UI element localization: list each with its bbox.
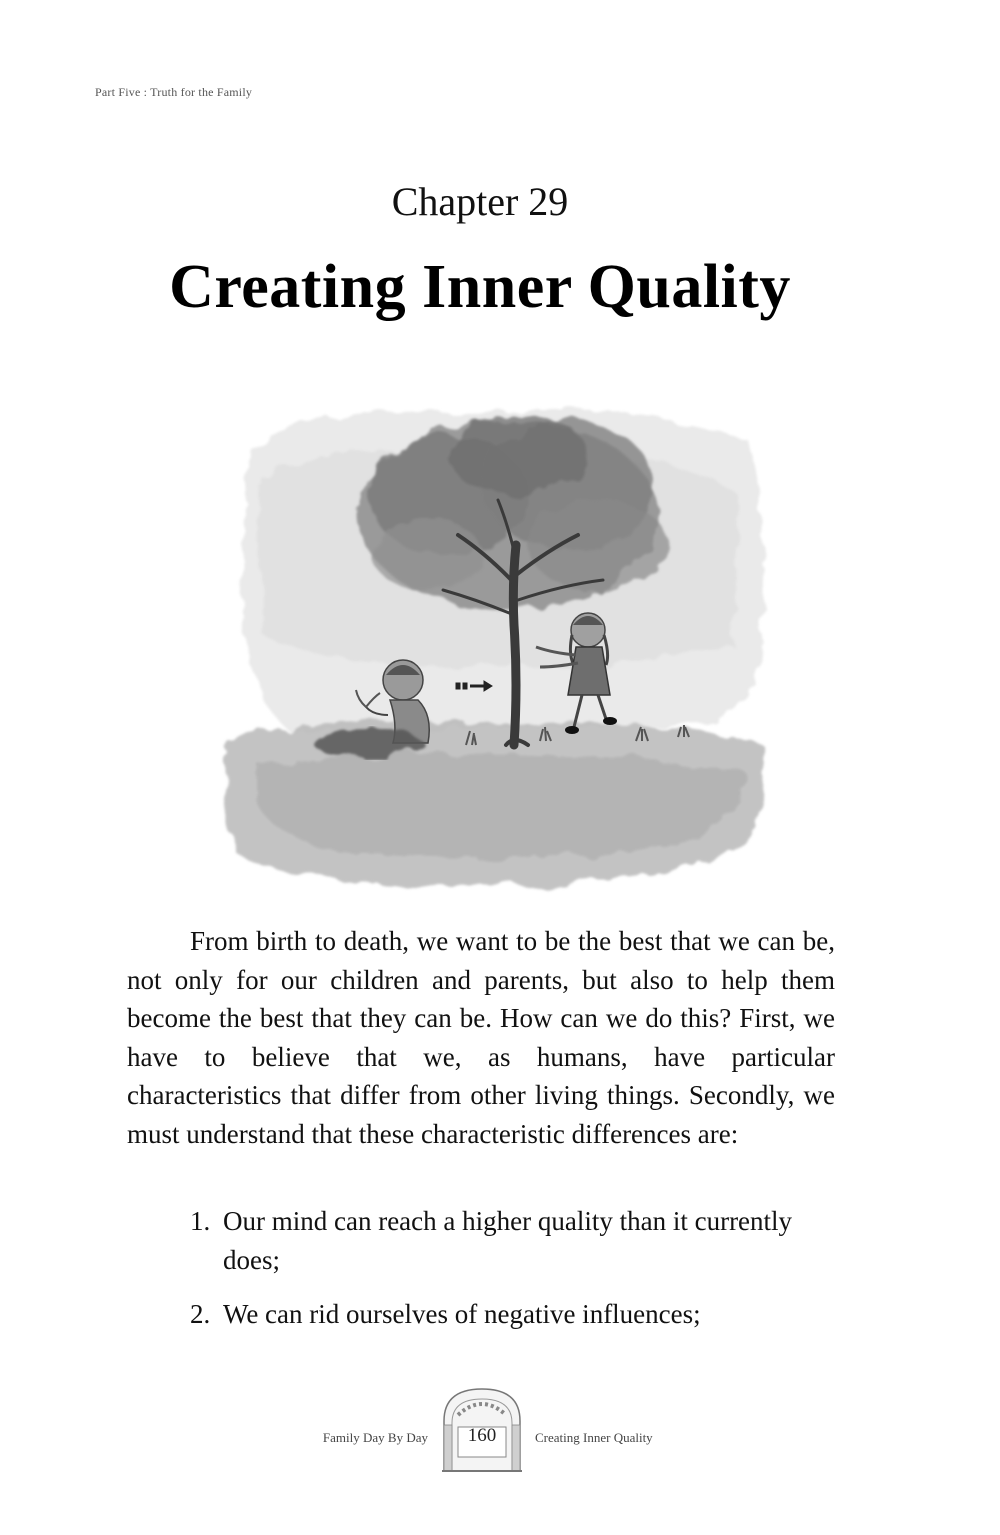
footer-book-title: Family Day By Day bbox=[322, 1430, 428, 1445]
list-item-number: 1. bbox=[190, 1206, 211, 1236]
body-paragraph bbox=[127, 922, 835, 1153]
page-footer bbox=[0, 1380, 1000, 1480]
list-item-number: 2. bbox=[190, 1299, 211, 1329]
chapter-label: Chapter 29 bbox=[391, 179, 569, 224]
page-number: 160 bbox=[467, 1425, 497, 1446]
list-item-text: Our mind can reach a higher quality than it currently does; bbox=[223, 1206, 793, 1275]
footer-chapter-title: Creating Inner Quality bbox=[535, 1430, 653, 1445]
list-item bbox=[190, 1295, 840, 1334]
running-head: Part Five : Truth for the Family bbox=[95, 85, 253, 99]
list-item bbox=[190, 1202, 840, 1279]
numbered-list bbox=[190, 1202, 840, 1350]
chapter-illustration bbox=[218, 385, 778, 895]
list-item-text: We can rid ourselves of negative influences; bbox=[223, 1299, 701, 1329]
chapter-title: Creating Inner Quality bbox=[169, 253, 791, 321]
paragraph-text: From birth to death, we want to be the best that we can be, not only for our children and parents, but also to help them become the best that they can be. How can we do this? First, we have to believe that we, as humans, have particular characteristics that differ from other living things. Secondly, we must understand that these characteristic differences are: bbox=[127, 926, 835, 1149]
